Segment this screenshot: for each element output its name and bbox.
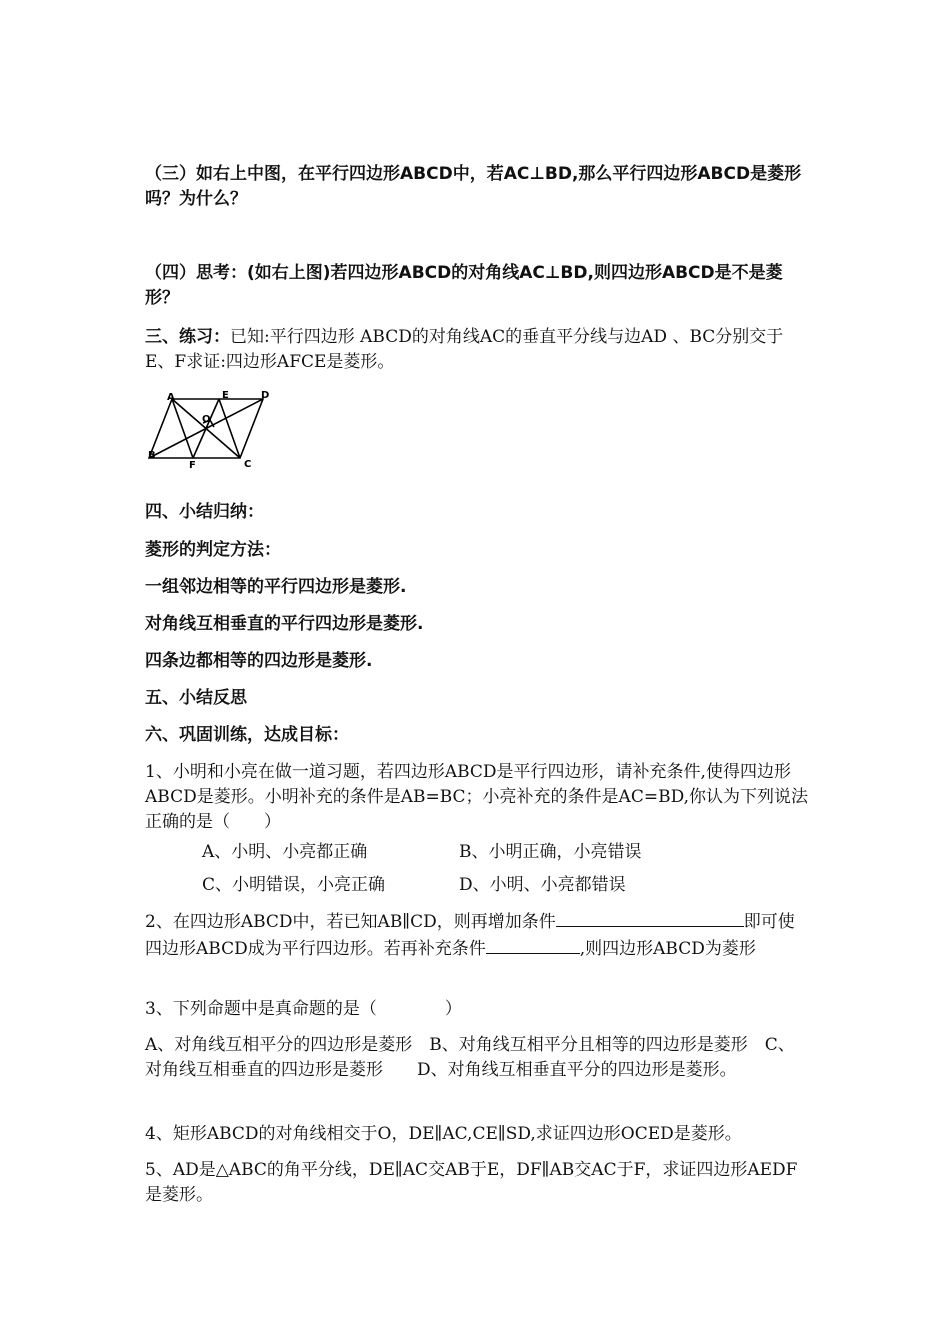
section-4-question: （四）思考：(如右上图)若四边形ABCD的对角线AC⊥BD,则四边形ABCD是不是菱形？ xyxy=(145,263,783,308)
label-b: B xyxy=(148,450,156,461)
question-4: 4、矩形ABCD的对角线相交于O，DE∥AC,CE∥SD,求证四边形OCED是菱形。 xyxy=(145,1124,742,1144)
summary-item-2: 对角线互相垂直的平行四边形是菱形. xyxy=(145,614,424,634)
practice-paragraph xyxy=(145,325,810,375)
practice-heading: 三、练习： xyxy=(145,327,230,347)
question-3-stem: 3、下列命题中是真命题的是（ ） xyxy=(145,999,462,1019)
question-5: 5、AD是△ABC的角平分线，DE∥AC交AB于E，DF∥AB交AC于F，求证四边形AEDF是菱形。 xyxy=(145,1160,798,1205)
question-1-stem: 1、小明和小亮在做一道习题，若四边形ABCD是平行四边形，请补充条件,使得四边形ABCD是菱形。小明补充的条件是AB=BC；小亮补充的条件是AC=BD,你认为下列说法正确的是（ ） xyxy=(145,762,808,832)
question-1-option-c: C、小明错误，小亮正确 xyxy=(202,875,386,895)
summary-item-3: 四条边都相等的四边形是菱形. xyxy=(145,651,373,671)
question-2-part-3: ,则四边形ABCD为菱形 xyxy=(579,939,756,959)
training-heading: 六、巩固训练，达成目标： xyxy=(145,725,349,745)
label-a: A xyxy=(167,392,175,403)
label-c: C xyxy=(244,459,252,470)
parallelogram-figure xyxy=(148,386,278,472)
perpendicular-bisector-ef xyxy=(193,399,219,458)
label-d: D xyxy=(261,390,270,401)
question-2-part-2: 即可使四边形ABCD成为平行四边形。若再补充条件 xyxy=(145,912,795,959)
label-o: O xyxy=(202,414,211,425)
summary-heading: 四、小结归纳： xyxy=(145,502,264,522)
reflection-heading: 五、小结反思 xyxy=(145,688,247,708)
question-2-part-1: 2、在四边形ABCD中，若已知AB∥CD，则再增加条件 xyxy=(145,912,556,932)
label-e: E xyxy=(222,390,229,401)
question-1-option-a: A、小明、小亮都正确 xyxy=(202,842,368,862)
practice-body: 已知:平行四边形 ABCD的对角线AC的垂直平分线与边AD 、BC分别交于E、F求证:四边形AFCE是菱形。 xyxy=(145,327,784,372)
question-2 xyxy=(145,908,810,962)
label-f: F xyxy=(189,460,196,471)
summary-subheading: 菱形的判定方法： xyxy=(145,540,281,560)
section-3-question: （三）如右上中图，在平行四边形ABCD中，若AC⊥BD,那么平行四边形ABCD是菱形吗？为什么？ xyxy=(145,164,802,209)
summary-item-1: 一组邻边相等的平行四边形是菱形. xyxy=(145,577,407,597)
question-3-options: A、对角线互相平分的四边形是菱形 B、对角线互相平分且相等的四边形是菱形 C、对角线互相垂直的四边形是菱形 D、对角线互相垂直平分的四边形是菱形。 xyxy=(145,1035,795,1080)
answer-blank-2[interactable] xyxy=(486,935,580,954)
answer-blank-1[interactable] xyxy=(556,908,744,927)
question-1-option-d: D、小明、小亮都错误 xyxy=(459,875,626,895)
question-1-option-b: B、小明正确，小亮错误 xyxy=(459,842,642,862)
